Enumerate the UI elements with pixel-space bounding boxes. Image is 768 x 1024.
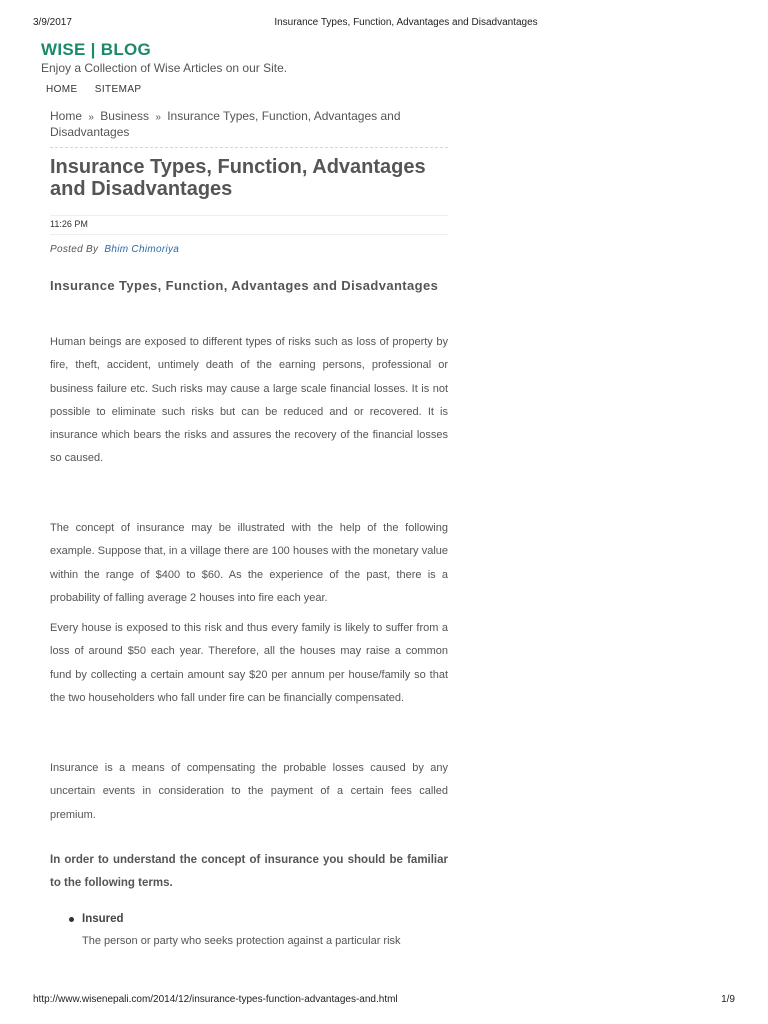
- breadcrumb-home-link[interactable]: Home: [50, 109, 83, 123]
- paragraph-example: The concept of insurance may be illustrated with the help of the following example. Suppose that, in a village there are 100 houses with the monetary value within the range of $400 to $60. As the experience of the past, there is a probability of falling average 2 houses into fire each year.: [50, 522, 448, 604]
- print-url: http://www.wisenepali.com/2014/12/insurance-types-function-advantages-and.html: [33, 994, 398, 1005]
- nav-home-link[interactable]: HOME: [46, 84, 78, 95]
- print-doc-title: Insurance Types, Function, Advantages and Disadvantages: [274, 17, 538, 28]
- breadcrumb-current: Insurance Types, Function, Advantages and Disadvantages: [50, 109, 401, 139]
- posted-by: [50, 244, 448, 255]
- blog-title[interactable]: WISE | BLOG: [41, 40, 152, 59]
- print-date: 3/9/2017: [33, 17, 72, 28]
- post-title: Insurance Types, Function, Advantages and Disadvantages: [50, 156, 426, 200]
- print-header: [0, 17, 768, 31]
- breadcrumb: [50, 109, 448, 148]
- breadcrumb-separator: »: [155, 112, 161, 123]
- paragraph-risks: Human beings are exposed to different types of risks such as loss of property by fire, theft, accident, untimely death of the earning persons, professional or business failure etc. Such risks may cause a large scale financial losses. It is not possible to eliminate such risks but can be reduced and or recovered. It is insurance which bears the risks and assures the recovery of the financial losses so caused.: [50, 336, 448, 465]
- nav-sitemap-link[interactable]: SITEMAP: [94, 84, 142, 95]
- breadcrumb-category-link[interactable]: Business: [100, 109, 149, 123]
- breadcrumb-separator: »: [88, 112, 94, 123]
- paragraph-terms-intro: In order to understand the concept of insurance you should be familiar to the following terms.: [50, 854, 448, 890]
- post-timestamp: 11:26 PM: [50, 215, 448, 235]
- terms-list: [50, 908, 448, 953]
- print-footer: [0, 994, 768, 1008]
- author-link[interactable]: Bhim Chimoriya: [104, 244, 180, 255]
- term-insured-description: The person or party who seeks protection against a particular risk: [82, 935, 401, 947]
- section-heading: Insurance Types, Function, Advantages and Disadvantages: [50, 278, 439, 293]
- paragraph-common-fund: Every house is exposed to this risk and thus every family is likely to suffer from a loss of around $50 each year. Therefore, all the houses may raise a common fund by collecting a certain amount say $20 per annum per house/family so that the two householders who fall under fire can be financially compensated.: [50, 622, 448, 704]
- paragraph-definition: Insurance is a means of compensating the probable losses caused by any uncertain events in consideration to the payment of a certain fees called premium.: [50, 762, 448, 821]
- blog-tagline: Enjoy a Collection of Wise Articles on our Site.: [41, 61, 288, 75]
- print-page-number: 1/9: [721, 994, 735, 1005]
- top-nav: [46, 84, 156, 95]
- posted-by-label: Posted By: [50, 244, 99, 255]
- term-insured: Insured: [50, 908, 448, 930]
